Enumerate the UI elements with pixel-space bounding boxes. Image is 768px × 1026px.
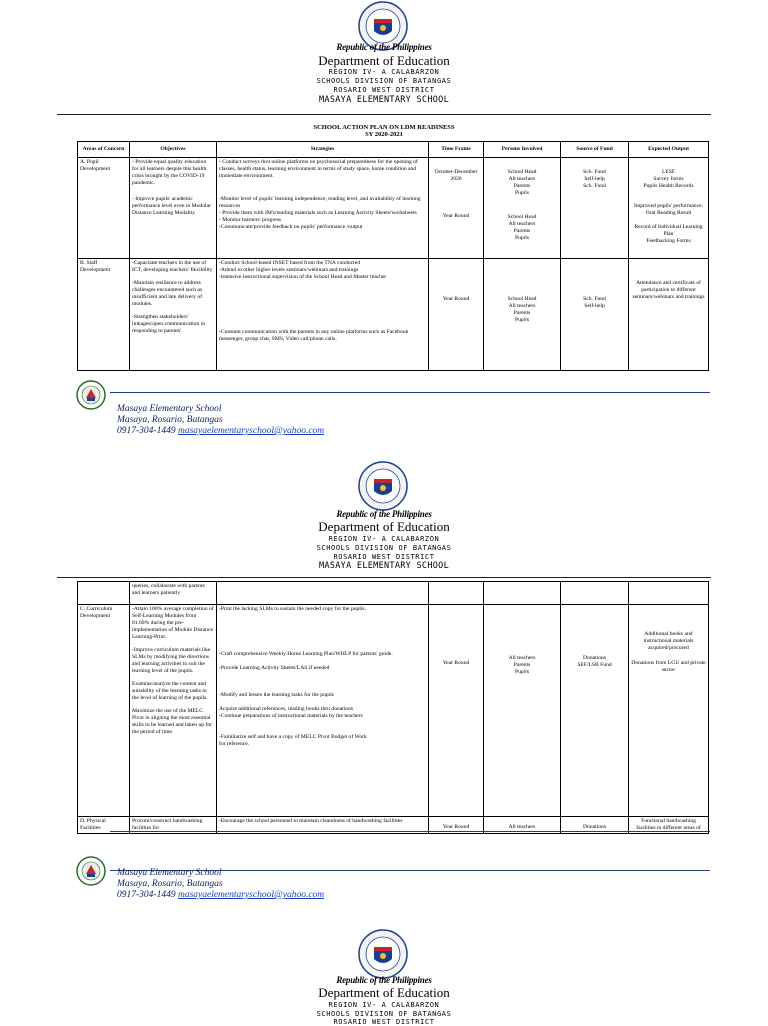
deped-seal [358, 461, 408, 511]
division-line: SCHOOLS DIVISION OF BATANGAS [316, 1010, 452, 1018]
table-row [78, 259, 709, 371]
persons-cell: All teachers [484, 817, 561, 834]
column-header: Source of Fund [561, 142, 629, 158]
region-line: REGION IV- A CALABARZON [328, 68, 440, 76]
persons-cell: All teachers Parents Pupils [484, 605, 561, 817]
republic-line: Republic of the Philippines [336, 42, 432, 52]
area-cell: A. Pupil Development [78, 158, 130, 259]
division-line: SCHOOLS DIVISION OF BATANGAS [316, 544, 452, 552]
school-name: MASAYA ELEMENTARY SCHOOL [318, 95, 450, 105]
deped-seal [358, 929, 408, 979]
school-name: MASAYA ELEMENTARY SCHOOL [318, 561, 450, 571]
school-year: SY 2020-2021 [365, 131, 403, 138]
header-divider [57, 114, 711, 115]
persons-cell: School Head All teachers Parents Pupils [484, 259, 561, 371]
table-row [78, 158, 709, 259]
column-header: Time Frame [429, 142, 484, 158]
department-title: Department of Education [318, 985, 450, 1000]
column-header: Areas of Concern [78, 142, 130, 158]
republic-line: Republic of the Philippines [336, 509, 432, 519]
footer-divider [110, 392, 710, 393]
department-title: Department of Education [318, 519, 450, 534]
footer-contact [117, 890, 324, 901]
action-plan-table-page2 [77, 581, 709, 834]
table-row [78, 605, 709, 817]
time-frame-cell: Year Round [429, 259, 484, 371]
column-header: Objectives [130, 142, 217, 158]
header-divider [57, 577, 711, 578]
action-plan-table-page1 [77, 141, 709, 371]
division-line: SCHOOLS DIVISION OF BATANGAS [316, 77, 452, 85]
objectives-cell: queries, collaborate with parents and learners patiently [130, 582, 217, 605]
footer-contact [117, 426, 324, 437]
footer-school: Masaya Elementary School [117, 868, 222, 878]
area-cell: B. Staff Development [78, 259, 130, 371]
footer-phone: 0917-304-1449 [117, 890, 176, 900]
footer-divider [110, 831, 710, 832]
fund-cell: Sch. Fund Self-help [561, 259, 629, 371]
footer-address: Masaya, Rosario, Batangas [117, 879, 223, 889]
region-line: REGION IV- A CALABARZON [328, 1001, 440, 1009]
objectives-cell: -Attain 100% average completion of Self-Learning Modules from 81.60% during the pre-implementation of Module Distance Learning-Print. -Improve curriculum materials like SLMs by modifying the directions and learning activities to suit the learning level of the pupils. Examine/analyze the content and suitability of the learning tasks to the level of learning of the pupils. Maximize the use of the MELC Pivot in aligning the most essential skills to be learned and taken up for the period of time. [130, 605, 217, 817]
fund-cell: Donations [561, 817, 629, 834]
district-line: ROSARIO WEST DISTRICT [333, 1018, 435, 1026]
expected-output-cell: Additional books and instructional materials acquired/procured Donations from LGU and private sector [629, 605, 709, 817]
district-line: ROSARIO WEST DISTRICT [333, 86, 435, 94]
footer-address: Masaya, Rosario, Batangas [117, 415, 223, 425]
table-header-row [78, 142, 709, 158]
strategies-cell: -Encourage the school personnel to maintain cleanliness of handwashing facilities [217, 817, 429, 834]
expected-output-cell: Attendance and certificate of participation to different seminars/webinars and trainings [629, 259, 709, 371]
document-title: SCHOOL ACTION PLAN ON LDM READINESS [313, 124, 455, 131]
region-line: REGION IV- A CALABARZON [328, 535, 440, 543]
fund-cell: Sch. Fund Self-help Sch. Fund [561, 158, 629, 259]
objectives-cell: - Provide equal quality education for all learners despite this health crisis brought by the COVID-19 pandemic. - Improve pupils' academic performance level even in Modular Distance Learning Modality [130, 158, 217, 259]
column-header: Expected Output [629, 142, 709, 158]
fund-cell [561, 582, 629, 605]
time-frame-cell: Year Round [429, 817, 484, 834]
area-cell [78, 582, 130, 605]
footer-school: Masaya Elementary School [117, 404, 222, 414]
persons-cell: School Head All teachers Parents Pupils School Head All teachers Parents Pupils [484, 158, 561, 259]
strategies-cell: - Conduct surveys thru online platforms on psychosocial preparedness for the opening of classes, health status, learning environment in terms of study space, home condition and immediate environment. -Monitor level of pupils' learning independence, reading level, and availability of learning resources - Provide them with IM's/reading materials such as Learning Activity Sheets/worksheets - Monitor learners' progress -Communicate/provide feedback on pupils' performance /output [217, 158, 429, 259]
footer-phone: 0917-304-1449 [117, 426, 176, 436]
strategies-cell: -Conduct School-based INSET based from the TNA conducted -Attend to other higher levels seminars/webinars and trainings -Intensive instructional supervision of the School Head and Master teacher -Constant communication with the parents in any online platforms such as Facebook messenger, group chat, SMS, Video call/phone calls. [217, 259, 429, 371]
column-header: Persons Involved [484, 142, 561, 158]
column-header: Strategies [217, 142, 429, 158]
department-title: Department of Education [318, 53, 450, 68]
footer-email-link[interactable]: masayaelementaryschool@yahoo.com [177, 890, 325, 900]
fund-cell: Donations SEF/LSB Fund [561, 605, 629, 817]
time-frame-cell: October-December 2020 Year Round [429, 158, 484, 259]
expected-output-cell [629, 582, 709, 605]
strategies-cell: -Print the lacking SLMs to sustain the needed copy for the pupils. -Craft comprehensive Weekly Home Learning Plan/WHLP for parents' guide. -Provide Learning Activity Sheets/LAS if needed -Modify and lessen the learning tasks for the pupils Acquire additional references, reading books thru donations -Continue preparations of instructional materials by the teachers -Familiarize self and have a copy of MELC Pivot Budget of Work for reference. [217, 605, 429, 817]
school-logo [76, 856, 106, 886]
area-cell: D. Physical Facilities [78, 817, 130, 834]
school-logo [76, 380, 106, 410]
persons-cell [484, 582, 561, 605]
republic-line: Republic of the Philippines [336, 975, 432, 985]
footer-email-link[interactable]: masayaelementaryschool@yahoo.com [177, 426, 325, 436]
district-line: ROSARIO WEST DISTRICT [333, 553, 435, 561]
time-frame-cell [429, 582, 484, 605]
area-cell: C. Curriculum Development [78, 605, 130, 817]
strategies-cell [217, 582, 429, 605]
objectives-cell: -Capacitate teachers in the use of ICT, developing teachers' flexibility -Maintain resilience to address challenges encountered such as insufficient and late delivery of modules. -Strengthen stakeholders' linkages/open communication in responding to parents' [130, 259, 217, 371]
time-frame-cell: Year Round [429, 605, 484, 817]
expected-output-cell: LESF Survey forms Pupils Health Records Improved pupils' performance. Oral Reading Result Record of Individual Learning Plan Feedbacking Forms [629, 158, 709, 259]
objectives-cell: Procure/construct handwashing facilities for [130, 817, 217, 834]
expected-output-cell: Functional handwashing facilities in different areas of [629, 817, 709, 834]
table-row [78, 582, 709, 605]
